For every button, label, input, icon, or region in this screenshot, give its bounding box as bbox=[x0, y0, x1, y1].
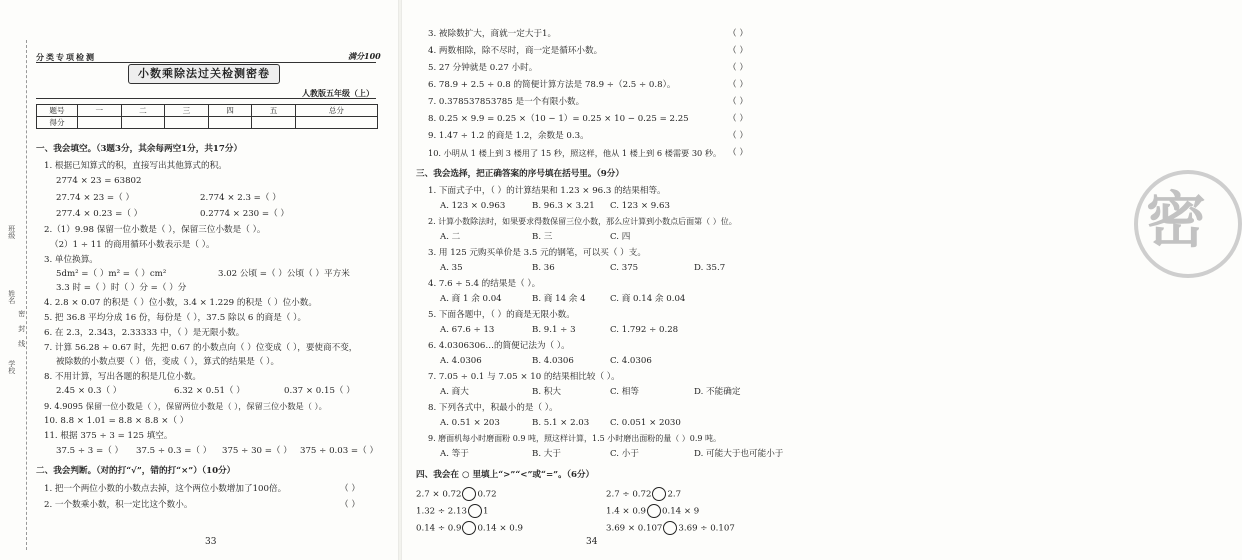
judge-5-blank[interactable]: （ ） bbox=[728, 63, 748, 73]
question-3b: 3.02 公顷 =（ ）公顷（ ）平方米 bbox=[218, 269, 350, 279]
compare-circle[interactable] bbox=[468, 504, 482, 518]
choice-8-option: B. 5.1 × 2.03 bbox=[532, 418, 590, 428]
choice-1-option: B. 96.3 × 3.21 bbox=[532, 201, 595, 211]
choice-1: 1. 下面式子中，（ ）的计算结果和 1.23 × 96.3 的结果相等。 bbox=[428, 186, 666, 196]
question-6: 6. 在 2.3，2.343，2.33333 中，（ ）是无限小数。 bbox=[44, 328, 245, 338]
compare-row bbox=[416, 487, 497, 501]
edition-label: 人教版五年级（上） bbox=[302, 88, 374, 98]
question-1: 1. 根据已知算式的积，直接写出其他算式的积。 bbox=[44, 161, 227, 171]
score-cell[interactable] bbox=[252, 117, 296, 129]
compare-circle[interactable] bbox=[652, 487, 666, 501]
score-cell: 总分 bbox=[295, 105, 377, 117]
section-4-title: 四、我会在 ○ 里填上“>”“<”或“=”。（6分） bbox=[416, 470, 595, 480]
judge-2-blank[interactable]: （ ） bbox=[340, 500, 360, 510]
watermark-stamp bbox=[1134, 170, 1242, 278]
question-1a: 27.74 × 23 =（ ） bbox=[56, 193, 135, 203]
question-3a: 5dm² =（ ）m² =（ ）cm² bbox=[56, 269, 167, 279]
choice-3-option: B. 36 bbox=[532, 263, 555, 273]
choice-8: 8. 下列各式中，积最小的是（ ）。 bbox=[428, 403, 558, 413]
judge-6: 6. 78.9 + 2.5 ÷ 0.8 的简便计算方法是 78.9 ÷（2.5 ÷ 0.8）。 bbox=[428, 80, 676, 90]
judge-6-blank[interactable]: （ ） bbox=[728, 80, 748, 90]
choice-5-option: A. 67.6 ÷ 13 bbox=[440, 325, 495, 335]
choice-3: 3. 用 125 元购买单价是 3.5 元的钢笔，可以买（ ）支。 bbox=[428, 248, 646, 258]
question-3: 3. 单位换算。 bbox=[44, 255, 98, 265]
choice-4-option: A. 商 1 余 0.04 bbox=[440, 294, 502, 304]
score-cell: 四 bbox=[208, 105, 252, 117]
question-7-line2: 被除数的小数点要（ ）倍，变成（ ），算式的结果是（ ）。 bbox=[56, 357, 280, 367]
choice-1-option: A. 123 × 0.963 bbox=[440, 201, 506, 211]
question-11a: 37.5 ÷ 3 =（ ） bbox=[56, 446, 124, 456]
choice-3-option: A. 35 bbox=[440, 263, 463, 273]
compare-circle[interactable] bbox=[462, 487, 476, 501]
choice-5-option: B. 9.1 ÷ 3 bbox=[532, 325, 576, 335]
choice-9-option: D. 可能大于也可能小于 bbox=[694, 449, 784, 459]
choice-6-option: B. 4.0306 bbox=[532, 356, 574, 366]
choice-9: 9. 磨面机每小时磨面粉 0.9 吨，照这样计算，1.5 小时磨出面粉的量（ ）0.9 吨。 bbox=[428, 434, 722, 443]
judge-3: 3. 被除数扩大，商就一定大于1。 bbox=[428, 29, 557, 39]
question-8: 8. 不用计算，写出各题的积是几位小数。 bbox=[44, 372, 202, 382]
question-2-1: 2.（1）9.98 保留一位小数是（ ），保留三位小数是（ ）。 bbox=[44, 225, 266, 235]
judge-1: 1. 把一个两位小数的小数点去掉，这个两位小数增加了100倍。 bbox=[44, 484, 287, 494]
binding-margin bbox=[4, 40, 27, 550]
binding-label-feng: 封 bbox=[17, 325, 26, 332]
page-number-33: 33 bbox=[205, 536, 217, 547]
compare-circle[interactable] bbox=[462, 521, 476, 535]
compare-right: 2.7 bbox=[667, 489, 682, 500]
compare-right: 0.14 × 0.9 bbox=[477, 523, 523, 534]
header-rule bbox=[36, 62, 376, 63]
choice-7-option: A. 商大 bbox=[440, 387, 469, 397]
binding-label-xian: 线 bbox=[17, 340, 26, 347]
compare-row bbox=[416, 521, 523, 535]
choice-7-option: B. 积大 bbox=[532, 387, 561, 397]
judge-9-blank[interactable]: （ ） bbox=[728, 131, 748, 141]
choice-4-option: B. 商 14 余 4 bbox=[532, 294, 586, 304]
choice-6: 6. 4.0306306…的简便记法为（ ）。 bbox=[428, 341, 570, 351]
judge-8-blank[interactable]: （ ） bbox=[728, 114, 748, 124]
binding-label-class: 班级 bbox=[7, 225, 16, 239]
question-1d: 0.2774 × 230 =（ ） bbox=[200, 209, 289, 219]
judge-5: 5. 27 分钟就是 0.27 小时。 bbox=[428, 63, 538, 73]
judge-10: 10. 小明从 1 楼上到 3 楼用了 15 秒，照这样，他从 1 楼上到 6 楼需要 30 秒。 bbox=[428, 148, 722, 158]
choice-7-option: D. 不能确定 bbox=[694, 387, 741, 397]
judge-9: 9. 1.47 ÷ 1.2 的商是 1.2，余数是 0.3。 bbox=[428, 131, 589, 141]
question-8a: 2.45 × 0.3（ ） bbox=[56, 386, 122, 396]
choice-7: 7. 7.05 ÷ 0.1 与 7.05 × 10 的结果相比较（ ）。 bbox=[428, 372, 620, 382]
choice-8-option: A. 0.51 × 203 bbox=[440, 418, 500, 428]
score-cell: 一 bbox=[78, 105, 122, 117]
compare-right: 0.72 bbox=[477, 489, 497, 500]
judge-7: 7. 0.378537853785 是一个有限小数。 bbox=[428, 97, 585, 107]
compare-left: 1.32 ÷ 2.13 bbox=[416, 506, 467, 517]
question-8b: 6.32 × 0.51（ ） bbox=[174, 386, 245, 396]
score-cell: 二 bbox=[121, 105, 165, 117]
score-cell[interactable] bbox=[121, 117, 165, 129]
compare-left: 2.7 ÷ 0.72 bbox=[606, 489, 652, 500]
binding-label-mi: 密 bbox=[17, 310, 26, 317]
judge-2: 2. 一个数乘小数，积一定比这个数小。 bbox=[44, 500, 193, 510]
question-1-given: 2774 × 23 = 63802 bbox=[56, 176, 142, 186]
judge-7-blank[interactable]: （ ） bbox=[728, 97, 748, 107]
choice-9-option: A. 等于 bbox=[440, 449, 469, 459]
question-11c: 375 ÷ 30 =（ ） bbox=[222, 446, 292, 456]
stamp-char: 密 bbox=[1146, 186, 1206, 256]
choice-2-option: C. 四 bbox=[610, 232, 631, 242]
page-33 bbox=[0, 0, 400, 560]
compare-row bbox=[606, 487, 681, 501]
choice-3-option: D. 35.7 bbox=[694, 263, 726, 273]
exam-title: 小数乘除法过关检测密卷 bbox=[128, 64, 280, 84]
score-cell[interactable] bbox=[165, 117, 209, 129]
choice-6-option: A. 4.0306 bbox=[440, 356, 482, 366]
choice-4: 4. 7.6 ÷ 5.4 的结果是（ ）。 bbox=[428, 279, 541, 289]
section-1-title: 一、我会填空。（3题3分，其余每两空1分，共17分） bbox=[36, 144, 243, 154]
page-number-34: 34 bbox=[586, 536, 598, 547]
score-table-row bbox=[37, 117, 378, 129]
compare-row bbox=[606, 521, 735, 535]
compare-left: 1.4 × 0.9 bbox=[606, 506, 646, 517]
question-4: 4. 2.8 × 0.07 的积是（ ）位小数，3.4 × 1.229 的积是（ ）位小数。 bbox=[44, 298, 317, 308]
compare-right: 1 bbox=[482, 506, 489, 517]
judge-4-blank[interactable]: （ ） bbox=[728, 46, 748, 56]
score-table-row bbox=[37, 105, 378, 117]
full-score: 满分100 bbox=[348, 51, 381, 61]
compare-right: 0.14 × 9 bbox=[662, 506, 700, 517]
choice-3-option: C. 375 bbox=[610, 263, 639, 273]
compare-row bbox=[416, 504, 488, 518]
question-2-2: （2）1 ÷ 11 的商用循环小数表示是（ ）。 bbox=[50, 240, 215, 250]
choice-2-option: B. 三 bbox=[532, 232, 553, 242]
choice-6-option: C. 4.0306 bbox=[610, 356, 652, 366]
choice-2: 2. 计算小数除法时，如果要求得数保留三位小数，那么应计算到小数点后面第（ ）位。 bbox=[428, 217, 737, 226]
choice-9-option: B. 大于 bbox=[532, 449, 561, 459]
question-1b: 2.774 × 2.3 =（ ） bbox=[200, 193, 281, 203]
question-1c: 277.4 × 0.23 =（ ） bbox=[56, 209, 143, 219]
title-rule bbox=[36, 98, 376, 99]
choice-4-option: C. 商 0.14 余 0.04 bbox=[610, 294, 686, 304]
question-10: 10. 8.8 × 1.01 = 8.8 × 8.8 ×（ ） bbox=[44, 416, 189, 426]
choice-5: 5. 下面各题中，（ ）的商是无限小数。 bbox=[428, 310, 575, 320]
question-8c: 0.37 × 0.15（ ） bbox=[284, 386, 355, 396]
compare-circle[interactable] bbox=[647, 504, 661, 518]
score-cell: 五 bbox=[252, 105, 296, 117]
score-cell: 题号 bbox=[37, 105, 78, 117]
page-34 bbox=[400, 0, 1206, 560]
compare-right: 3.69 ÷ 0.107 bbox=[678, 523, 735, 534]
question-11: 11. 根据 375 ÷ 3 = 125 填空。 bbox=[44, 431, 173, 441]
score-cell[interactable] bbox=[208, 117, 252, 129]
question-11d: 375 ÷ 0.03 =（ ） bbox=[300, 446, 379, 456]
compare-circle[interactable] bbox=[663, 521, 677, 535]
score-cell: 得分 bbox=[37, 117, 78, 129]
binding-label-school: 学校 bbox=[7, 360, 16, 374]
choice-7-option: C. 相等 bbox=[610, 387, 639, 397]
section-3-title: 三、我会选择，把正确答案的序号填在括号里。（9分） bbox=[416, 169, 624, 179]
choice-9-option: C. 小于 bbox=[610, 449, 639, 459]
question-3c: 3.3 时 =（ ）时（ ）分 =（ ）分 bbox=[56, 283, 187, 293]
score-cell[interactable] bbox=[78, 117, 122, 129]
question-7-line1: 7. 计算 56.28 ÷ 0.67 时，先把 0.67 的小数点向（ ）位变成（ ），要使商不变， bbox=[44, 343, 358, 353]
compare-row bbox=[606, 504, 699, 518]
judge-1-blank[interactable]: （ ） bbox=[340, 484, 360, 494]
compare-left: 3.69 × 0.107 bbox=[606, 523, 663, 534]
judge-3-blank[interactable]: （ ） bbox=[728, 29, 748, 39]
judge-10-blank[interactable]: （ ） bbox=[728, 148, 748, 158]
question-11b: 37.5 ÷ 0.3 =（ ） bbox=[136, 446, 212, 456]
judge-4: 4. 两数相除，除不尽时，商一定是循环小数。 bbox=[428, 46, 603, 56]
choice-5-option: C. 1.792 ÷ 0.28 bbox=[610, 325, 679, 335]
section-2-title: 二、我会判断。（对的打“√”，错的打“×”）（10分） bbox=[36, 466, 236, 476]
compare-left: 2.7 × 0.72 bbox=[416, 489, 462, 500]
score-cell: 三 bbox=[165, 105, 209, 117]
choice-1-option: C. 123 × 9.63 bbox=[610, 201, 670, 211]
judge-8: 8. 0.25 × 9.9 = 0.25 ×（10 − 1）= 0.25 × 10 − 0.25 = 2.25 bbox=[428, 114, 689, 124]
score-cell[interactable] bbox=[295, 117, 377, 129]
score-table bbox=[36, 104, 378, 129]
brand-label: 分类专项检测 bbox=[36, 52, 96, 62]
question-9: 9. 4.9095 保留一位小数是（ ），保留两位小数是（ ），保留三位小数是（ ）。 bbox=[44, 401, 327, 411]
binding-label-name: 姓名 bbox=[7, 290, 16, 304]
choice-2-option: A. 二 bbox=[440, 232, 461, 242]
compare-left: 0.14 ÷ 0.9 bbox=[416, 523, 462, 534]
question-5: 5. 把 36.8 平均分成 16 份，每份是（ ），37.5 除以 6 的商是（ ）。 bbox=[44, 313, 307, 323]
choice-8-option: C. 0.051 × 2030 bbox=[610, 418, 681, 428]
